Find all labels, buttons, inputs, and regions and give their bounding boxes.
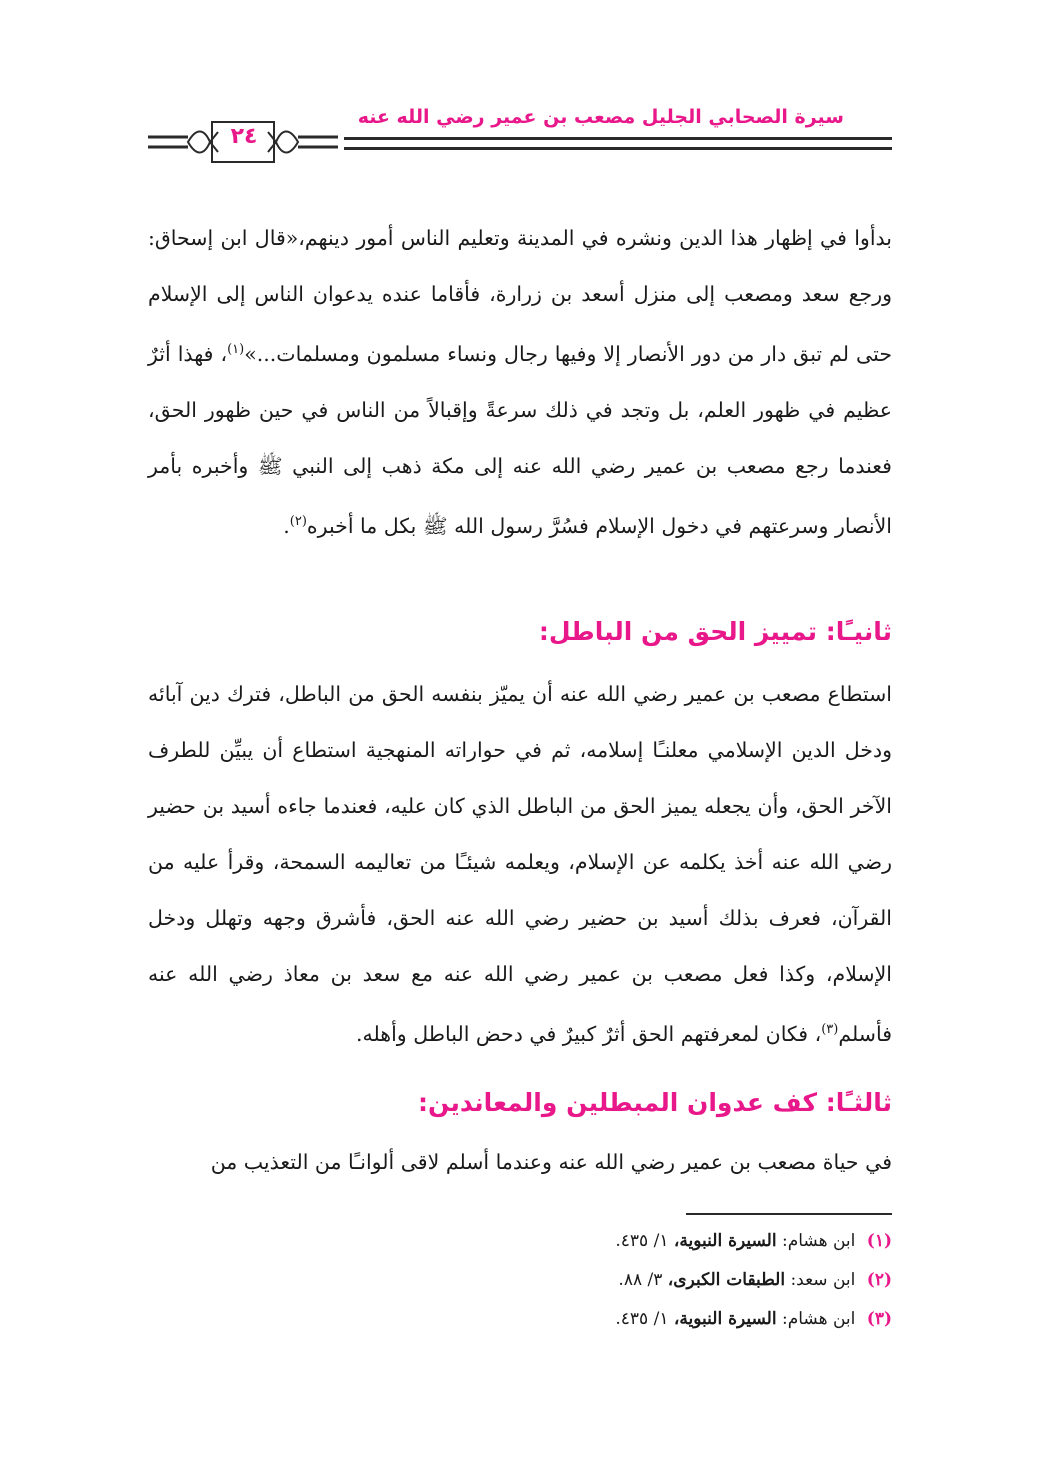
section-heading-2 xyxy=(148,612,892,652)
footnote-separator xyxy=(686,1213,892,1215)
footnote-book: السيرة النبوية، xyxy=(673,1231,777,1251)
paragraph-2 xyxy=(148,666,892,1062)
footnotes xyxy=(148,1222,892,1339)
footnote-reference: ١/ ٤٣٥. xyxy=(615,1309,669,1329)
heading-tamyeez: ثانيـًا: تمييز الحق من الباطل: xyxy=(538,617,892,646)
footnote-author: ابن هشام: xyxy=(781,1309,856,1329)
paragraph-3-text: في حياة مصعب بن عمير رضي الله عنه وعندما أسلم لاقى ألوانـًا من التعذيب من xyxy=(210,1150,892,1174)
paragraph-3 xyxy=(148,1134,892,1190)
footnote-author: ابن سعد: xyxy=(790,1270,856,1290)
paragraph-2-text-b: ، فكان لمعرفتهم الحق أثرٌ كبيرٌ في دحض الباطل وأهله. xyxy=(355,1021,822,1046)
page-header xyxy=(148,100,892,170)
paragraph-1-text: بدأوا في إظهار هذا الدين ونشره في المدينة وتعليم الناس أمور دينهم،«قال ابن إسحاق: ورجع سعد ومصعب إلى منزل أسعد بن زرارة، فأقاما عنده يدعوان الناس إلى الإسلام حتى لم تبق دار من دور الأنصار إلا وفيها رجال ونساء مسلمون ومسلمات...» xyxy=(148,226,892,366)
heading-kaff-udwan: ثالثـًا: كف عدوان المبطلين والمعاندين: xyxy=(417,1088,892,1117)
paragraph-1 xyxy=(148,210,892,554)
header-rule-top xyxy=(344,137,892,140)
footnote-book: الطبقات الكبرى، xyxy=(667,1270,786,1290)
footnote-item xyxy=(148,1222,892,1261)
footnote-item xyxy=(148,1300,892,1339)
footnote-reference: ٣/ ٨٨. xyxy=(618,1270,663,1290)
footnote-reference: ١/ ٤٣٥. xyxy=(615,1231,669,1251)
footnote-item xyxy=(148,1261,892,1300)
page-number: ٢٤ xyxy=(230,124,258,149)
running-title: سيرة الصحابي الجليل مصعب بن عمير رضي الله عنه xyxy=(357,106,844,128)
paragraph-1-end: . xyxy=(283,513,290,538)
paragraph-1-text-b: ، فهذا أثرٌ عظيم في ظهور العلم، بل وتجد في ذلك سرعةً وإقبالاً من الناس في حين ظهور الحق، فعندما رجع مصعب بن عمير رضي الله عنه إلى مكة ذهب إلى النبي ﷺ وأخبره بأمر الأنصار وسرعتهم في دخول الإسلام فسُرَّ رسول الله ﷺ بكل ما أخبره xyxy=(148,341,892,538)
footnote-ref-1[interactable]: (١) xyxy=(227,342,245,357)
footnote-number: (١) xyxy=(866,1231,892,1251)
footnote-book: السيرة النبوية، xyxy=(673,1309,777,1329)
section-heading-3 xyxy=(148,1083,892,1123)
footnote-ref-3[interactable]: (٣) xyxy=(821,1022,839,1037)
paragraph-2-text: استطاع مصعب بن عمير رضي الله عنه أن يميّز بنفسه الحق من الباطل، فترك دين آبائه ودخل الدين الإسلامي معلنـًا إسلامه، ثم في حواراته المنهجية استطاع أن يبيِّن للطرف الآخر الحق، وأن يجعله يميز الحق من الباطل الذي كان عليه، فعندما جاءه أسيد بن حضير رضي الله عنه أخذ يكلمه عن الإسلام، ويعلمه شيئـًا من تعاليمه السمحة، وقرأ عليه من القرآن، فعرف بذلك أسيد بن حضير رضي الله عنه الحق، فأشرق وجهه وتهلل ودخل الإسلام، وكذا فعل مصعب بن عمير رضي الله عنه مع سعد بن معاذ رضي الله عنه فأسلم xyxy=(148,682,892,1046)
header-rule-bottom xyxy=(344,147,892,150)
footnote-author: ابن هشام: xyxy=(781,1231,856,1251)
footnote-number: (٢) xyxy=(866,1270,892,1290)
footnote-number: (٣) xyxy=(866,1309,892,1329)
footnote-ref-2[interactable]: (٢) xyxy=(289,513,307,529)
